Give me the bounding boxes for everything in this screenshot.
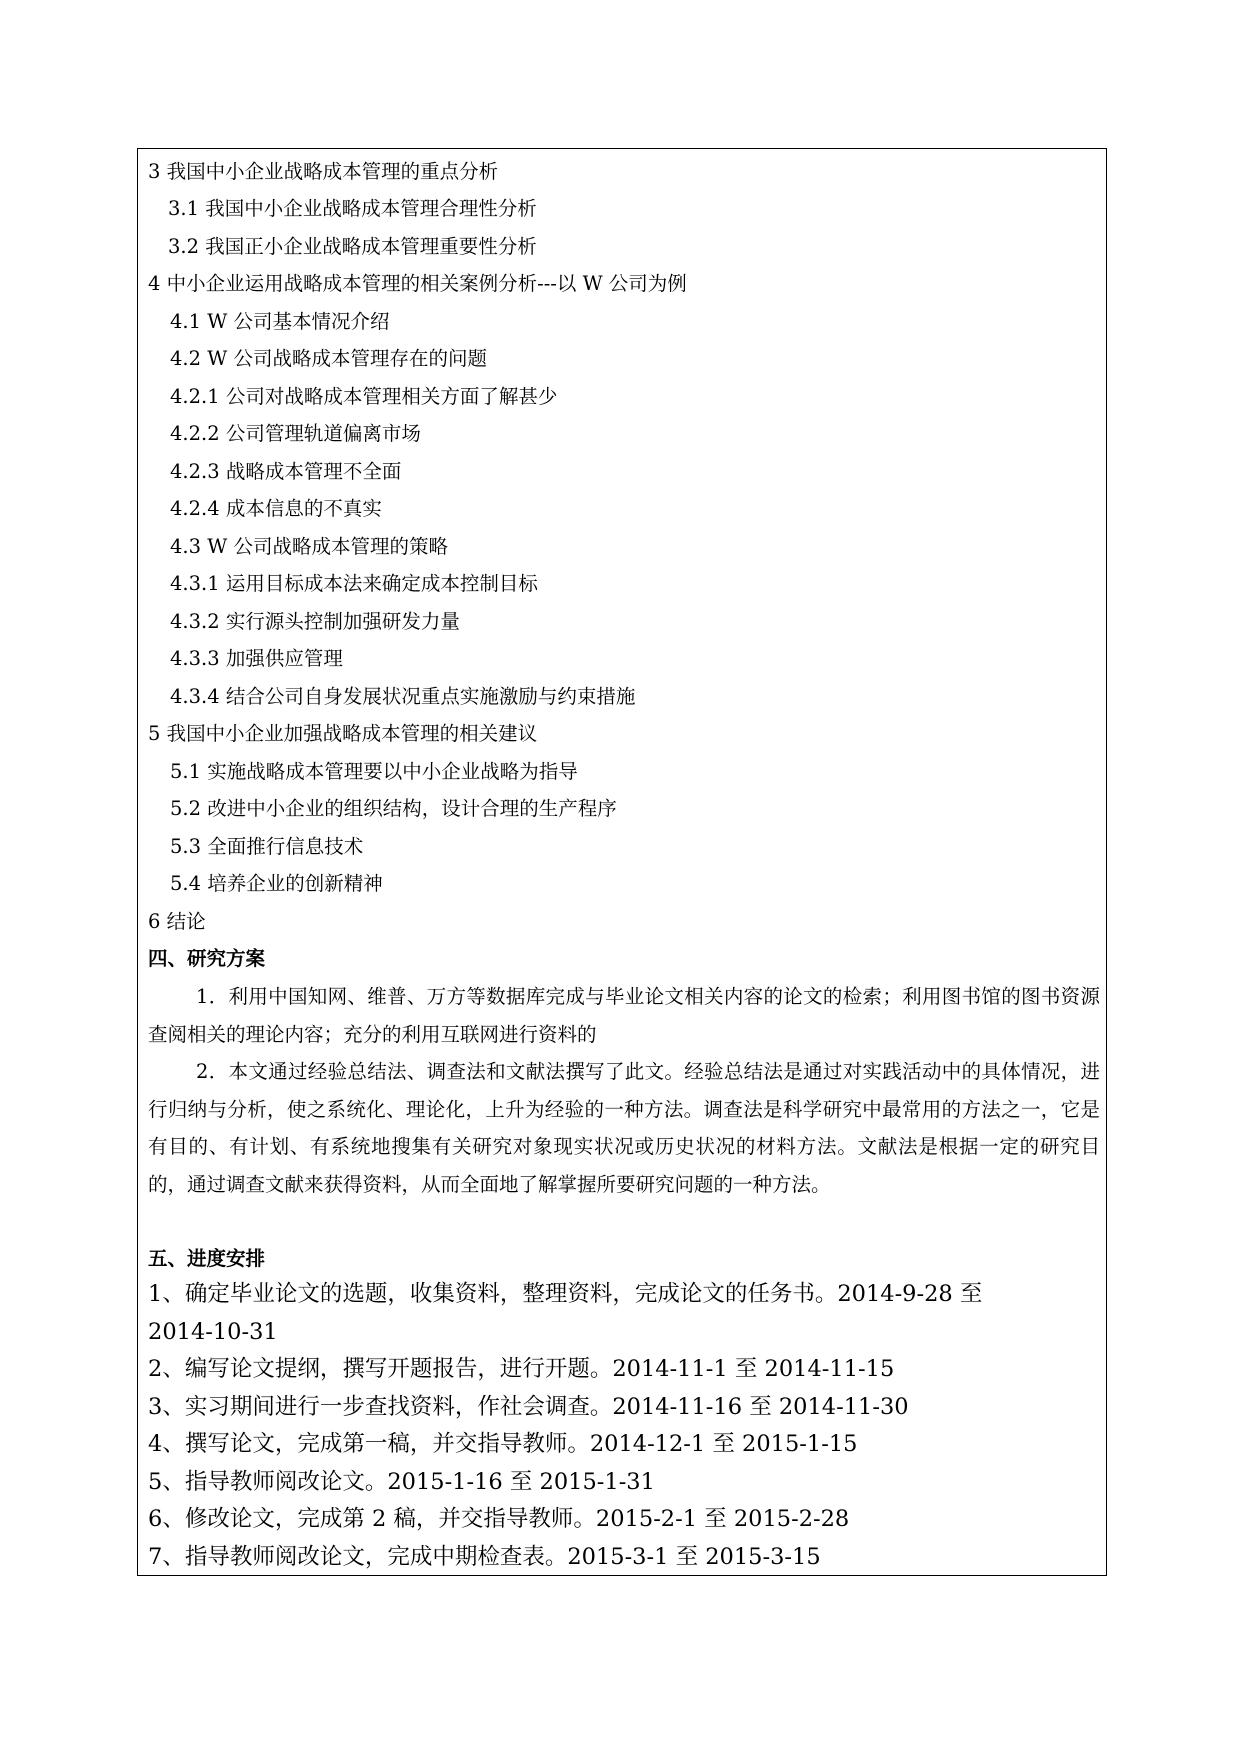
outline-line: 4.3.1 运用目标成本法来确定成本控制目标 xyxy=(170,572,538,595)
outline-line: 4 中小企业运用战略成本管理的相关案例分析---以 W 公司为例 xyxy=(148,272,687,295)
outline-line: 6 结论 xyxy=(148,910,206,933)
schedule-item: 3、实习期间进行一步查找资料，作社会调查。2014-11-16 至 2014-11-30 xyxy=(148,1394,909,1420)
schedule-heading: 五、进度安排 xyxy=(148,1247,266,1270)
outline-line: 4.3 W 公司战略成本管理的策略 xyxy=(170,535,448,558)
outline-line: 3.2 我国正小企业战略成本管理重要性分析 xyxy=(168,235,537,258)
schedule-item: 4、撰写论文，完成第一稿，并交指导教师。2014-12-1 至 2015-1-15 xyxy=(148,1431,858,1457)
research-paragraph-1: 1．利用中国知网、维普、万方等数据库完成与毕业论文相关内容的论文的检索；利用图书馆的图书资源查阅相关的理论内容；充分的利用互联网进行资料的 xyxy=(148,985,1100,1046)
schedule-item: 2、编写论文提纲，撰写开题报告，进行开题。2014-11-1 至 2014-11-15 xyxy=(148,1356,895,1382)
outline-line: 4.2.4 成本信息的不真实 xyxy=(170,497,382,520)
outline-line: 4.2.2 公司管理轨道偏离市场 xyxy=(170,422,421,445)
schedule-item: 7、指导教师阅改论文，完成中期检查表。2015-3-1 至 2015-3-15 xyxy=(148,1544,821,1570)
research-heading: 四、研究方案 xyxy=(148,947,266,970)
outline-line: 3 我国中小企业战略成本管理的重点分析 xyxy=(148,160,499,183)
research-paragraph-2: 2．本文通过经验总结法、调查法和文献法撰写了此文。经验总结法是通过对实践活动中的具体情况，进行归纳与分析，使之系统化、理论化，上升为经验的一种方法。调查法是科学研究中最常用的方法之一，它是有目的、有计划、有系统地搜集有关研究对象现实状况或历史状况的材料方法。文献法是根据一定的研究目的，通过调查文献来获得资料，从而全面地了解掌握所要研究问题的一种方法。 xyxy=(148,1060,1100,1196)
schedule-item: 5、指导教师阅改论文。2015-1-16 至 2015-1-31 xyxy=(148,1469,655,1495)
outline-line: 4.3.4 结合公司自身发展状况重点实施激励与约束措施 xyxy=(170,685,636,708)
outline-line: 3.1 我国中小企业战略成本管理合理性分析 xyxy=(168,197,537,220)
schedule-item: 6、修改论文，完成第 2 稿，并交指导教师。2015-2-1 至 2015-2-28 xyxy=(148,1506,850,1532)
outline-line: 4.2 W 公司战略成本管理存在的问题 xyxy=(170,347,487,370)
outline-line: 4.2.1 公司对战略成本管理相关方面了解甚少 xyxy=(170,385,558,408)
schedule-item: 2014-10-31 xyxy=(148,1319,278,1345)
outline-line: 5.3 全面推行信息技术 xyxy=(170,835,364,858)
outline-line: 5.4 培养企业的创新精神 xyxy=(170,872,383,895)
outline-line: 4.3.2 实行源头控制加强研发力量 xyxy=(170,610,460,633)
schedule-item: 1、确定毕业论文的选题，收集资料，整理资料，完成论文的任务书。2014-9-28 至 xyxy=(148,1281,983,1307)
outline-line: 5 我国中小企业加强战略成本管理的相关建议 xyxy=(148,722,538,745)
outline-line: 4.1 W 公司基本情况介绍 xyxy=(170,310,390,333)
outline-line: 5.2 改进中小企业的组织结构，设计合理的生产程序 xyxy=(170,797,617,820)
outline-line: 4.2.3 战略成本管理不全面 xyxy=(170,460,402,483)
outline-line: 5.1 实施战略成本管理要以中小企业战略为指导 xyxy=(170,760,578,783)
outline-line: 4.3.3 加强供应管理 xyxy=(170,647,343,670)
